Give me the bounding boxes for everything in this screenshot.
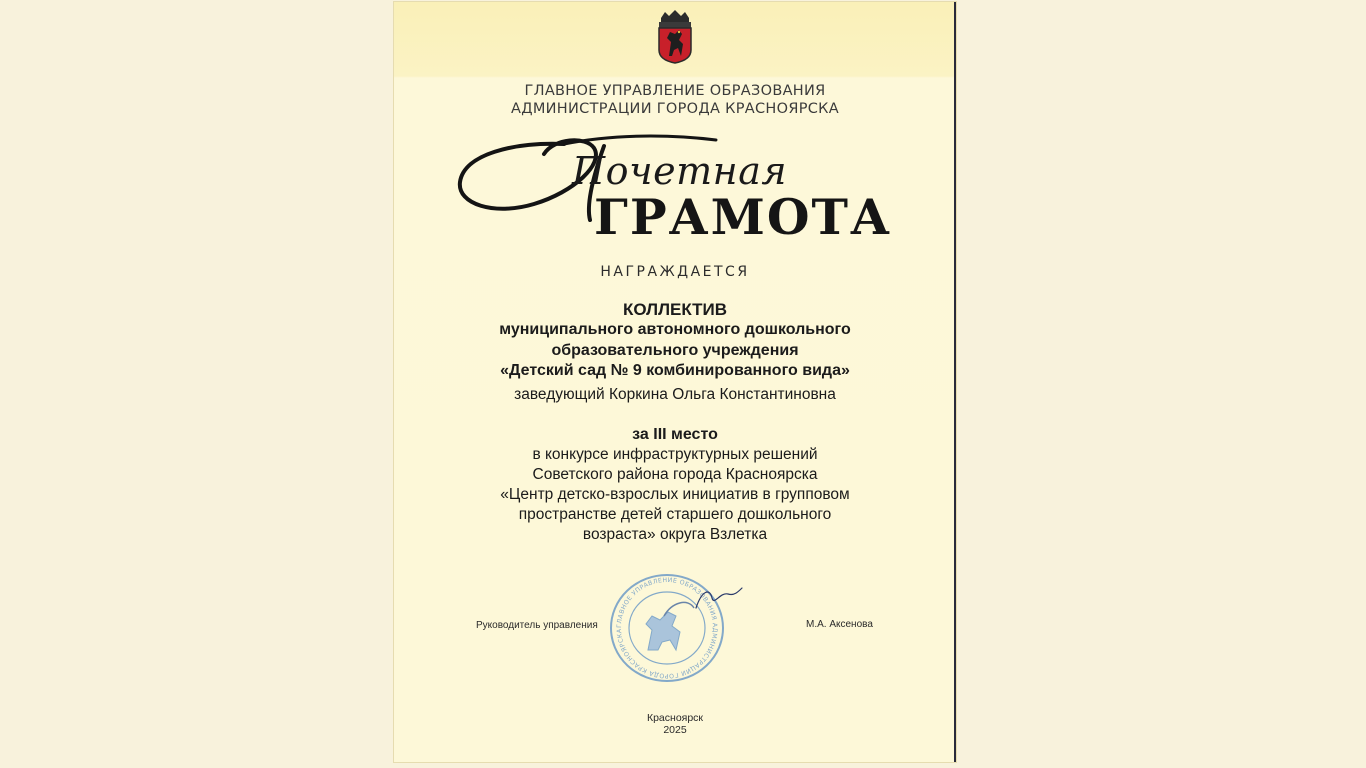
recipient-institution-line-2: образовательного учреждения	[551, 342, 799, 359]
certificate-page	[394, 2, 956, 762]
contest-line-3: «Центр детско-взрослых инициатив в групповом	[500, 486, 850, 503]
contest-line-1: в конкурсе инфраструктурных решений	[532, 446, 818, 463]
page-edge	[954, 2, 956, 762]
contest-line-2: Советского района города Красноярска	[532, 466, 818, 483]
svg-text:ГЛАВНОЕ УПРАВЛЕНИЕ ОБРАЗОВАНИЯ: ГЛАВНОЕ УПРАВЛЕНИЕ ОБРАЗОВАНИЯ АДМИНИСТРАЦИИ ГОРОДА КРАСНОЯРСКА	[615, 576, 719, 680]
recipient-head: заведующий Коркина Ольга Константиновна	[514, 386, 836, 403]
issuer-line-2: АДМИНИСТРАЦИИ ГОРОДА КРАСНОЯРСКА	[511, 101, 839, 117]
title-main: ГРАМОТА	[594, 188, 892, 246]
issuer-line-1: ГЛАВНОЕ УПРАВЛЕНИЕ ОБРАЗОВАНИЯ	[524, 83, 826, 99]
signatory-name: М.А. Аксенова	[806, 619, 873, 630]
contest-line-5: возраста» округа Взлетка	[582, 526, 768, 543]
handwritten-signature	[694, 584, 744, 614]
contest-line-4: пространстве детей старшего дошкольного	[518, 506, 832, 523]
recipient-collective: КОЛЛЕКТИВ	[622, 300, 728, 319]
signatory-role: Руководитель управления	[476, 620, 598, 631]
award-place: за III место	[632, 426, 718, 443]
coat-of-arms-icon	[655, 8, 695, 64]
issue-city: Красноярск	[646, 712, 704, 724]
issue-year: 2025	[663, 724, 687, 736]
recipient-institution-line-3: «Детский сад № 9 комбинированного вида»	[500, 362, 850, 379]
recipient-institution-line-1: муниципального автономного дошкольного	[499, 321, 851, 338]
title-script: Почетная	[572, 149, 788, 193]
awarded-label: НАГРАЖДАЕТСЯ	[600, 264, 750, 280]
